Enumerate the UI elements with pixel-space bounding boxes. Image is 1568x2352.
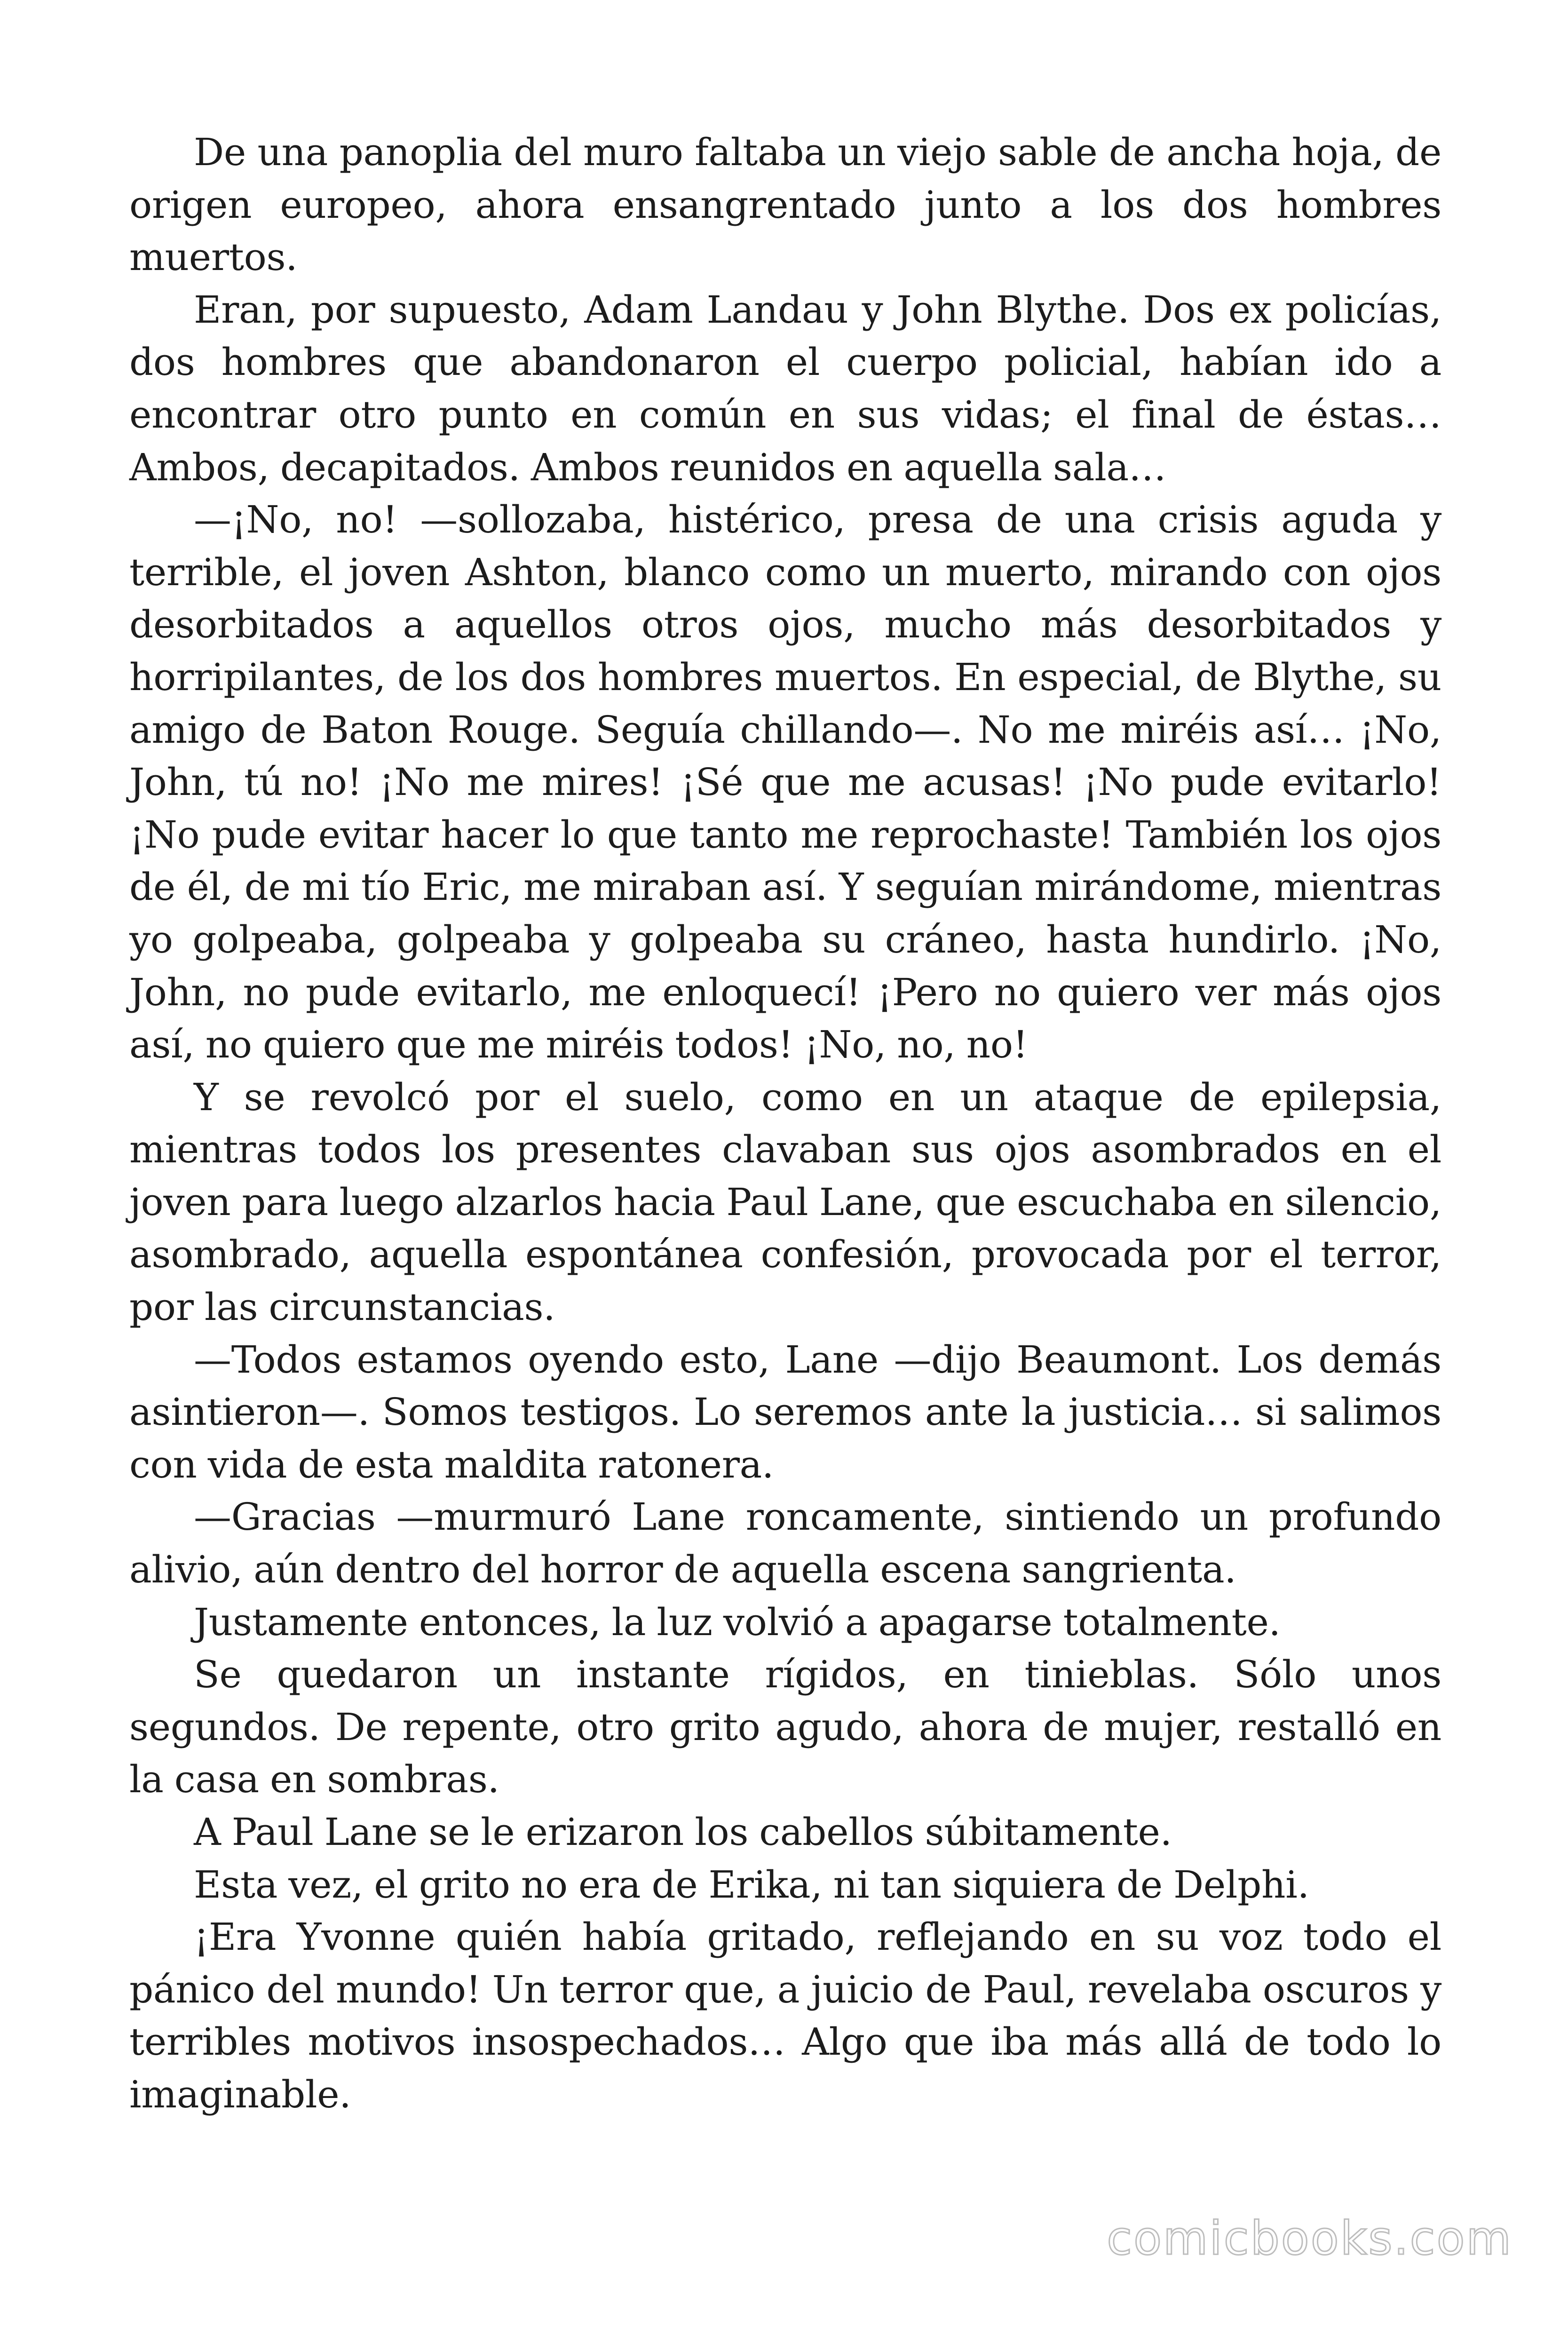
paragraph-9: A Paul Lane se le erizaron los cabellos súbitamente. [194, 1810, 1172, 1854]
page-body [129, 126, 1441, 2121]
paragraph-7: Justamente entonces, la luz volvió a apagarse totalmente. [194, 1600, 1281, 1644]
paragraph-11: ¡Era Yvonne quién había gritado, reflejando en su voz todo el pánico del mundo! Un terror que, a juicio de Paul, revelaba oscuros y terribles motivos insospechados… Algo que iba más allá de todo lo imaginable. [129, 1915, 1441, 2116]
paragraph-3: —¡No, no! —sollozaba, histérico, presa de una crisis aguda y terrible, el joven Ashton, blanco como un muerto, mirando con ojos desorbitados a aquellos otros ojos, mucho más desorbitados y horripilantes, de los dos hombres muertos. En especial, de Blythe, su amigo de Baton Rouge. Seguía chillando—. No me miréis así… ¡No, John, tú no! ¡No me mires! ¡Sé que me acusas! ¡No pude evitarlo! ¡No pude evitar hacer lo que tanto me reprochaste! También los ojos de él, de mi tío Eric, me miraban así. Y seguían mirándome, mientras yo golpeaba, golpeaba y golpeaba su cráneo, hasta hundirlo. ¡No, John, no pude evitarlo, me enloquecí! ¡Pero no quiero ver más ojos así, no quiero que me miréis todos! ¡No, no, no! [129, 498, 1441, 1067]
paragraph-5: —Todos estamos oyendo esto, Lane —dijo Beaumont. Los demás asintieron—. Somos testigos. Lo seremos ante la justicia… si salimos con vida de esta maldita ratonera. [129, 1337, 1441, 1486]
paragraph-10: Esta vez, el grito no era de Erika, ni tan siquiera de Delphi. [194, 1862, 1309, 1907]
paragraph-1: De una panoplia del muro faltaba un viejo sable de ancha hoja, de origen europeo, ahora ensangrentado junto a los dos hombres muertos. [129, 130, 1441, 279]
paragraph-8: Se quedaron un instante rígidos, en tinieblas. Sólo unos segundos. De repente, otro grito agudo, ahora de mujer, restalló en la casa en sombras. [129, 1653, 1441, 1802]
paragraph-4: Y se revolcó por el suelo, como en un ataque de epilepsia, mientras todos los presentes clavaban sus ojos asombrados en el joven para luego alzarlos hacia Paul Lane, que escuchaba en silencio, asombrado, aquella espontánea confesión, provocada por el terror, por las circunstancias. [129, 1075, 1441, 1329]
watermark: comicbooks.com [1107, 2212, 1513, 2265]
paragraph-6: —Gracias —murmuró Lane roncamente, sintiendo un profundo alivio, aún dentro del horror de aquella escena sangrienta. [129, 1495, 1441, 1592]
paragraph-2: Eran, por supuesto, Adam Landau y John Blythe. Dos ex policías, dos hombres que abandonaron el cuerpo policial, habían ido a encontrar otro punto en común en sus vidas; el final de éstas… Ambos, decapitados. Ambos reunidos en aquella sala… [129, 287, 1441, 489]
